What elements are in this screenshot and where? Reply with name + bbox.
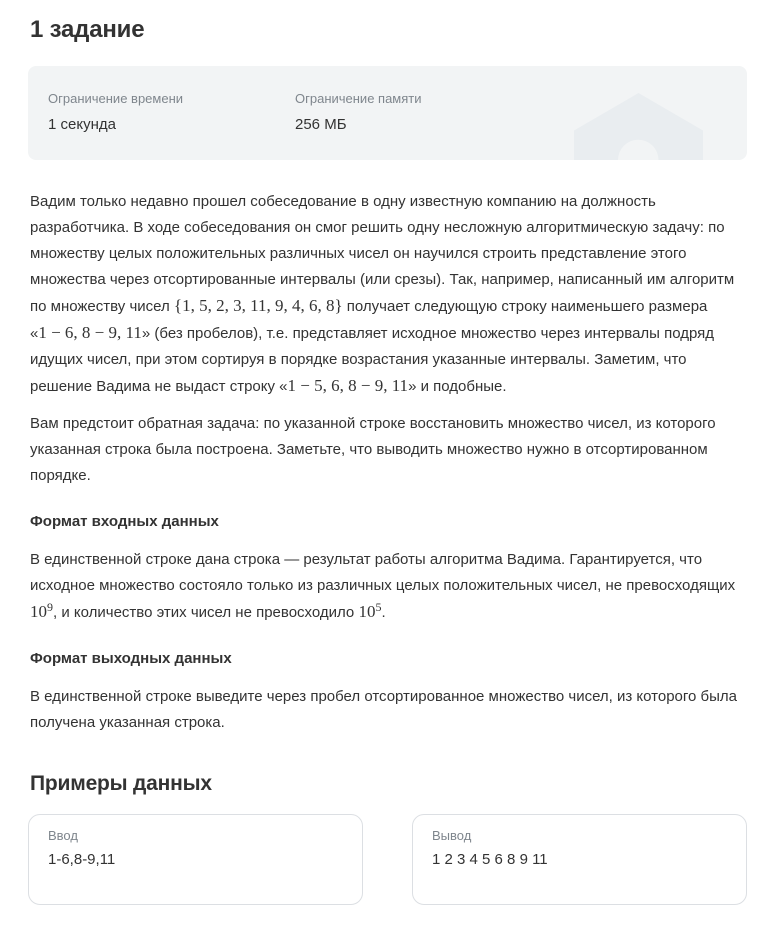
statement-paragraph-2: Вам предстоит обратная задача: по указанной строке восстановить множество чисел, из которого указанная строка была построена. Заметьте, что выводить множество нужно в отсортированном порядке. (30, 415, 716, 484)
memory-limit-label: Ограничение памяти (295, 91, 422, 106)
math-inline: {1, 5, 2, 3, 11, 9, 4, 6, 8} (173, 296, 343, 315)
time-limit-value: 1 секунда (48, 116, 116, 133)
time-limit-label: Ограничение времени (48, 91, 184, 106)
text-segment: . (381, 604, 386, 621)
memory-limit (295, 91, 422, 135)
output-format-heading: Формат выходных данных (30, 650, 232, 667)
text-segment: получает следующую строку наименьшего размера « (30, 298, 708, 342)
math-inline: 9 (47, 600, 53, 614)
text-segment: Вадим только недавно прошел собеседование в одну известную компанию на должность разработчика. В ходе собеседования он смог решить одну несложную алгоритмическую задачу: по множеству целых положительных различных чисел он научился строить представление этого множества через отсортированные интервалы (или срезы). Так, например, написанный им алгоритм по множеству чисел (30, 193, 735, 315)
example-input-value: 1-6,8-9,11 (48, 851, 116, 868)
math-inline: 5 (375, 600, 382, 614)
math-inline: 1 − 5, 6, 8 − 9, 11 (287, 376, 409, 395)
math-inline: 1 − 6, 8 − 9, 11 (38, 323, 142, 342)
math-inline: 10 (358, 602, 376, 621)
example-input-label: Ввод (48, 828, 78, 843)
statement-paragraph-1 (30, 189, 742, 400)
time-limit (48, 91, 295, 135)
text-segment: » (без пробелов), т.е. представляет исходное множество через интервалы подряд идущих чисел, при этом сортируя в порядке возрастания указанные интервалы. Заметим, что решение Вадима не выдаст строку « (30, 325, 715, 395)
example-output-box (412, 814, 747, 905)
example-output-value: 1 2 3 4 5 6 8 9 11 (432, 851, 548, 868)
problem-statement (30, 189, 742, 736)
limits-panel (28, 66, 747, 160)
example-input-box (28, 814, 363, 905)
input-format-heading: Формат входных данных (30, 513, 219, 530)
text-segment: В единственной строке дана строка — результат работы алгоритма Вадима. Гарантируется, что исходное множество состояло только из различных целых положительных чисел, не превосходящих (30, 551, 736, 594)
memory-limit-value: 256 МБ (295, 116, 347, 133)
input-format-text (30, 547, 742, 626)
example-output-label: Вывод (432, 828, 472, 843)
output-format-text: В единственной строке выведите через пробел отсортированное множество чисел, из которого была получена указанная строка. (30, 688, 738, 731)
page-title: 1 задание (30, 16, 145, 43)
math-inline: 10 (30, 602, 47, 621)
text-segment: » и подобные. (408, 378, 507, 395)
text-segment: , и количество этих чисел не превосходило (53, 604, 359, 621)
limits-columns (48, 91, 727, 135)
examples-row (28, 814, 747, 905)
examples-heading: Примеры данных (30, 772, 212, 795)
